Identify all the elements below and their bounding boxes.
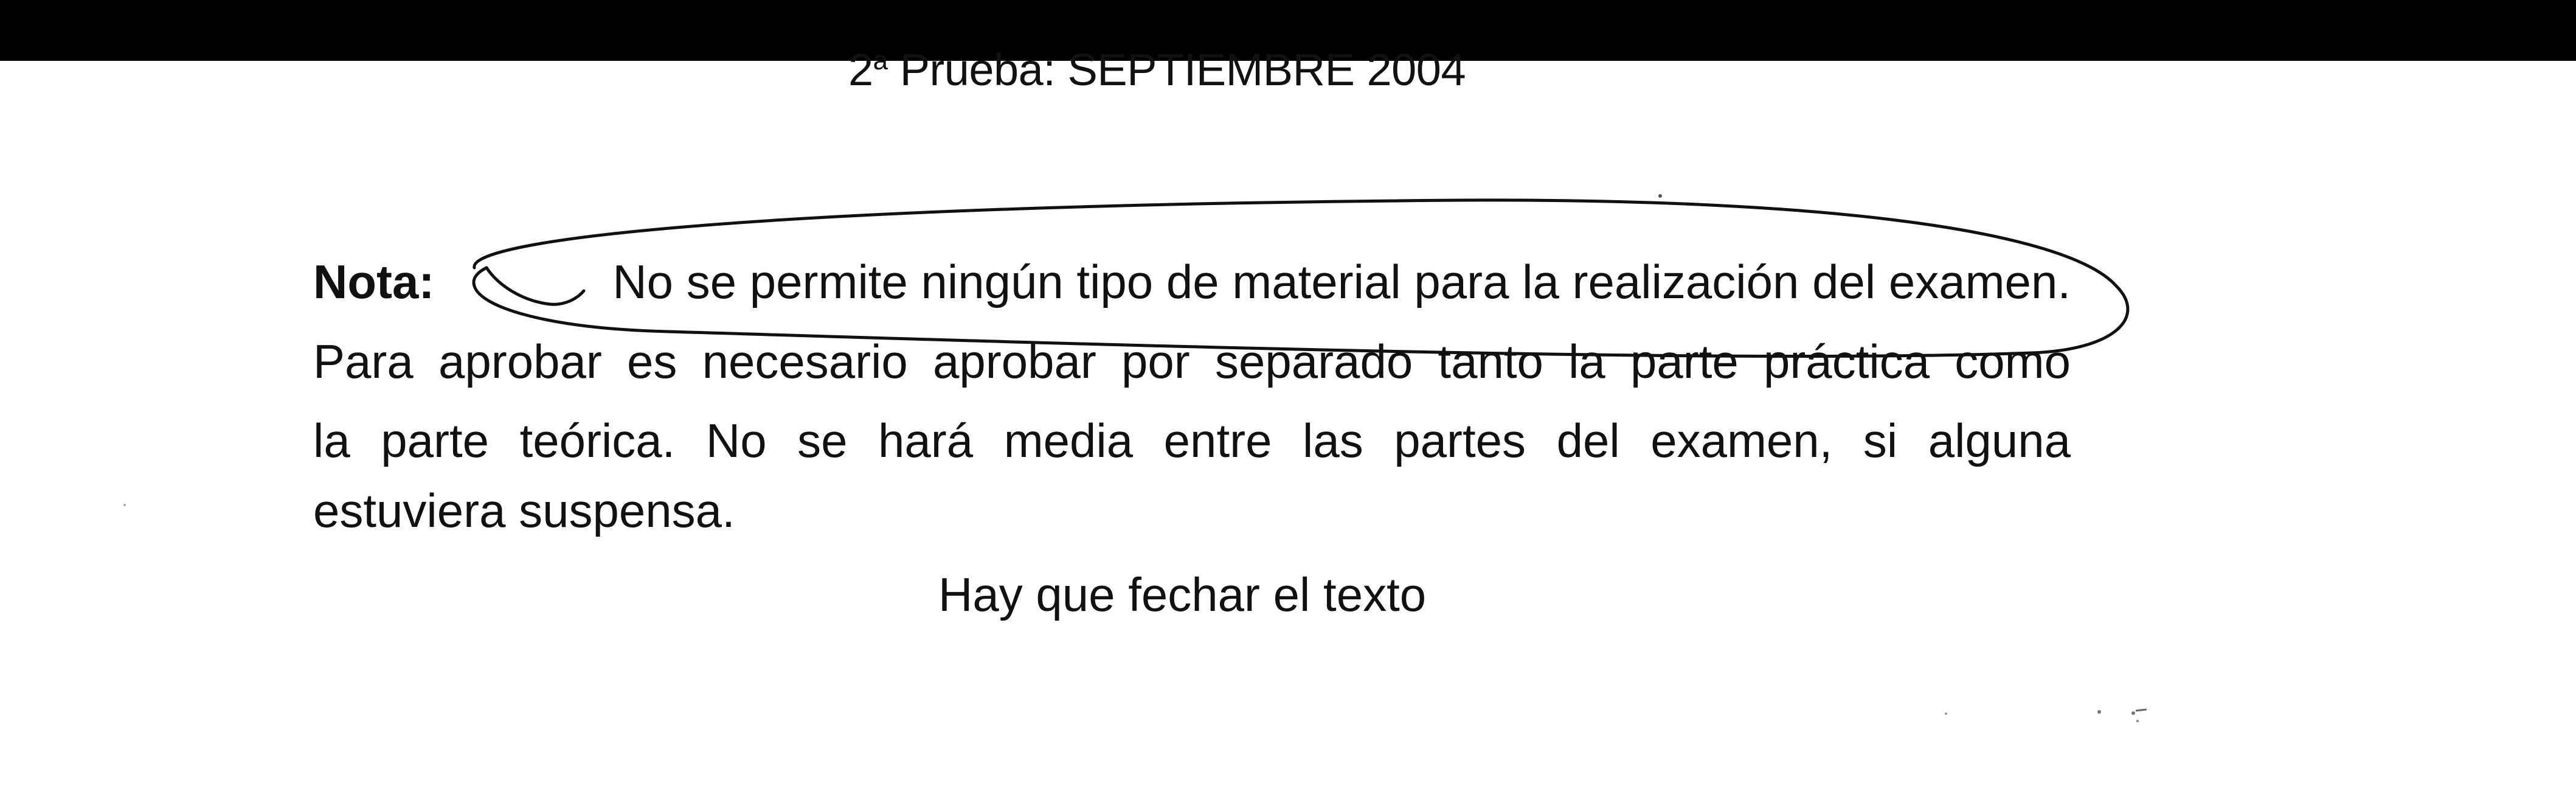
note-label: Nota: — [313, 255, 435, 308]
speck — [2097, 710, 2101, 714]
speck — [2136, 720, 2139, 722]
speck — [1945, 713, 1947, 715]
speck — [2131, 711, 2135, 715]
exam-title-number: 2 — [848, 44, 873, 95]
note-line-4-text: estuviera suspensa. — [313, 484, 735, 537]
exam-title-text: Prueba: SEPTIEMBRE 2004 — [887, 44, 1466, 95]
speck — [123, 504, 126, 506]
speck — [1658, 194, 1662, 198]
exam-title-ordinal: a — [873, 46, 888, 75]
footer-instruction: Hay que fechar el texto — [938, 568, 1427, 621]
note-line-2-text: Para aprobar es necesario aprobar por separado tanto la parte práctica como — [313, 335, 2071, 388]
note-line-1-text: No se permite ningún tipo de material para la realización del examen. — [612, 255, 2071, 308]
note-line-3-text: la parte teórica. No se hará media entre las partes del examen, si alguna — [313, 414, 2071, 467]
speck — [2136, 709, 2147, 711]
